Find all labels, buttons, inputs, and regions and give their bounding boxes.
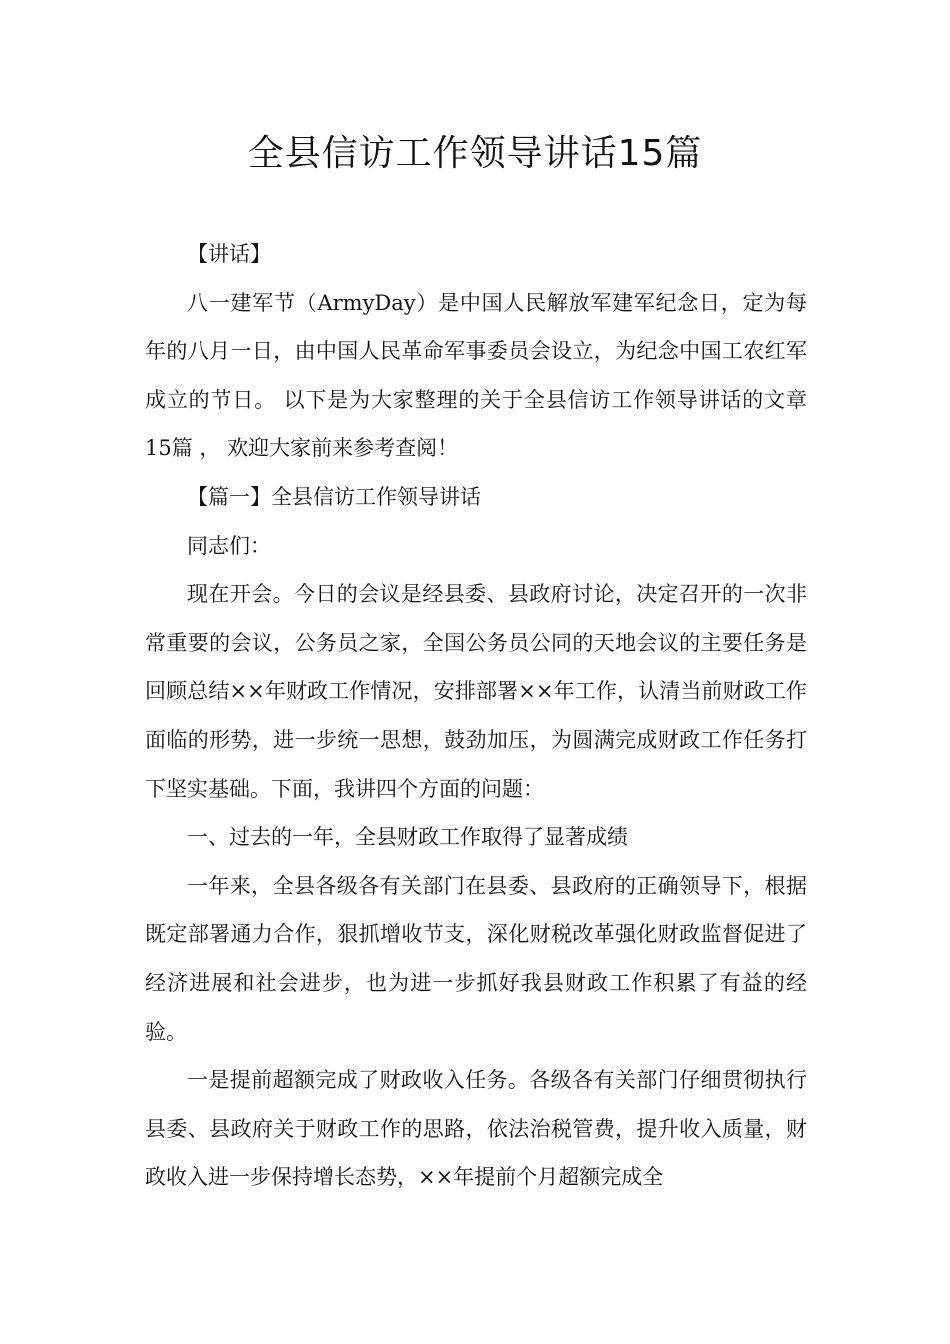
- paragraph-chapter-heading: 【篇一】全县信访工作领导讲话: [187, 484, 481, 509]
- paragraph-review: 一年来，全县各级各有关部门在县委、县政府的正确领导下，根据既定部署通力合作，狠抓增收节支，深化财税改革强化财政监督促进了经济进展和社会进步，也为进一步抓好我县财政工作积累了有益的经验。: [145, 873, 807, 1044]
- paragraph-intro: 八一建军节（ArmyDay）是中国人民解放军建军纪念日，定为每年的八月一日，由中国人民革命军事委员会设立，为纪念中国工农红军成立的节日。 以下是为大家整理的关于全县信访工作领导讲话的文章15篇 ， 欢迎大家前来参考查阅！: [145, 290, 807, 461]
- paragraph-point-heading: 一、过去的一年，全县财政工作取得了显著成绩: [187, 825, 628, 850]
- paragraph-revenue: 一是提前超额完成了财政收入任务。各级各有关部门仔细贯彻执行县委、县政府关于财政工作的思路，依法治税管费，提升收入质量，财政收入进一步保持增长态势，××年提前个月超额完成全: [145, 1068, 807, 1190]
- paragraph-salutation: 同志们：: [187, 533, 271, 558]
- document-title: 全县信访工作领导讲话15篇: [247, 133, 703, 174]
- document-body: [145, 230, 807, 1202]
- paragraph-section-label: 【讲话】: [187, 242, 271, 266]
- paragraph-opening: 现在开会。今日的会议是经县委、县政府讨论，决定召开的一次非常重要的会议，公务员之家，全国公务员公同的天地会议的主要任务是回顾总结××年财政工作情况，安排部署××年工作，认清当前财政工作面临的形势，进一步统一思想，鼓劲加压，为圆满完成财政工作任务打下坚实基础。下面，我讲四个方面的问题：: [145, 582, 807, 801]
